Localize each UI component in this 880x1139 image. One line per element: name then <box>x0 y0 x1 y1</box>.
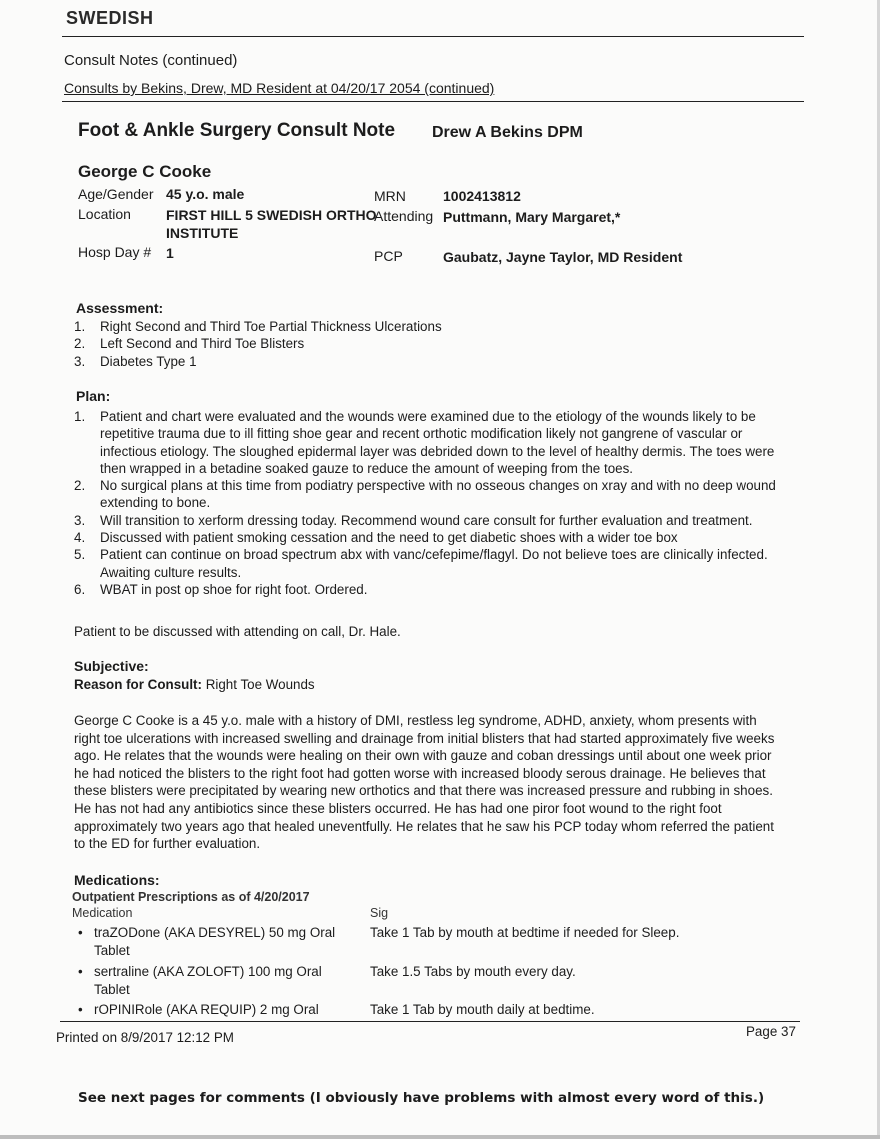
location-label: Location <box>78 206 131 222</box>
medications-subtitle: Outpatient Prescriptions as of 4/20/2017 <box>72 890 310 904</box>
assessment-list <box>74 318 442 370</box>
assessment-heading: Assessment: <box>76 300 164 316</box>
plan-note: Patient to be discussed with attending on call, Dr. Hale. <box>74 624 401 639</box>
location-value-line2: INSTITUTE <box>166 225 239 241</box>
note-title: Foot & Ankle Surgery Consult Note <box>78 120 396 141</box>
section-header: Consult Notes (continued) <box>64 52 238 69</box>
annotation-comment: See next pages for comments (I obviously have problems with almost every word of this.) <box>78 1090 765 1106</box>
consult-line: Consults by Bekins, Drew, MD Resident at 04/20/17 2054 (continued) <box>64 80 495 96</box>
location-value-line1: FIRST HILL 5 SWEDISH ORTHO <box>166 207 377 223</box>
list-item: 3. Diabetes Type 1 <box>74 353 197 369</box>
age-gender-value: 45 y.o. male <box>166 186 245 202</box>
medication-column-header: Medication <box>72 906 133 920</box>
subjective-heading: Subjective: <box>74 658 149 674</box>
hpi-paragraph: George C Cooke is a 45 y.o. male with a history of DMI, restless leg syndrome, ADHD, anxiety, whom presents with right toe ulcerations with increased swelling and drainage from initial blisters that had started approximately five weeks ago. He relates that the wounds were healing on their own with gauze and coban dressings until about one week prior he had noticed the blisters to the right foot had gotten worse with increased bloody serous drainage. He believes that these blisters were precipitated by wearing new orthotics and that there was increased pressure and rubbing in shoes. He has not had any antibiotics since these blisters occurred. He has had one piror foot wound to the right foot approximately two years ago that healed uneventfully. He relates that he saw his PCP today whom referred the patient to the ED for further evaluation. <box>74 713 775 852</box>
sig-column-header: Sig <box>370 906 389 920</box>
mrn-value: 1002413812 <box>443 188 521 204</box>
list-item: 2. No surgical plans at this time from podiatry perspective with no osseous changes on xray and with no deep wound extending to bone. <box>74 478 776 511</box>
hosp-day-value: 1 <box>166 245 174 261</box>
list-item: 1. Patient and chart were evaluated and the wounds were examined due to the etiology of the wounds likely to be repetitive trauma due to ill fitting shoe gear and recent orthotic modification likely not gangrene of vascular or infectious etiology. The sloughed epidermal layer was debrided down to the level of healthy dermis. The toes were then wrapped in a betadine soaked gauze to reduce the amount of weeping from the toes. <box>74 409 775 476</box>
page-number: Page 37 <box>746 1024 796 1039</box>
pcp-value: Gaubatz, Jayne Taylor, MD Resident <box>443 249 683 265</box>
bullet-icon: • <box>78 964 83 979</box>
bottom-border <box>0 1135 880 1139</box>
pcp-label: PCP <box>374 248 403 264</box>
age-gender-label: Age/Gender <box>78 186 154 202</box>
reason-for-consult <box>74 677 315 692</box>
list-item: 1. Right Second and Third Toe Partial Thickness Ulcerations <box>74 319 442 334</box>
note-author: Drew A Bekins DPM <box>432 124 583 141</box>
hospital-name: SWEDISH <box>66 8 154 28</box>
document-page: SWEDISH Consult Notes (continued) Consults by Bekins, Drew, MD Resident at 04/20/17 2054 (continued) Foot & Ankle Surgery Consult Note Drew A Bekins DPM George C Cooke Age/Gender 45 y.o. male MRN 1002413812 Location FIRST HILL 5 SWEDISH ORTHO INSTITUTE Attending Puttmann, Mary Margaret,* Hosp Day # 1 PCP Gaubatz, Jayne Taylor, MD Resident Assessment: 1. Right Second and Third Toe Partial Thickness Ulcerations 2. Left Second and Third Toe Blisters 3. Diabetes Type 1 Plan: 1. Patient and chart were evaluated and the wounds were examined due to the etiology of the wounds likely to be repetitive trauma due to ill fitting shoe gear and recent orthotic modification likely not gangrene of vascular or infectious etiology. The sloughed epidermal layer was debrided down to the level of healthy dermis. The toes were then wrapped in a betadine soaked gauze to reduce the amount of weeping from the toes. 2. No surgical plans at this time from podiatry perspective with no osseous changes on xray and with no deep wound extending to bone. 3. Will transition to xerform dressing today. Recommend wound care consult for further evaluation and treatment. 4. Discussed with patient smoking cessation and the need to get diabetic shoes with a wider toe box 5. Patient can continue on broad spectrum abx with vanc/cefepime/flagyl. Do not believe toes are clinically infected. Awaiting culture results. 6. WBAT in post op shoe for right foot. Ordered. Patient to be discussed with attending on call, Dr. Hale. Subjective: Reason for Consult: Right Toe Wounds George C Cooke is a 45 y.o. male with a history of DMI, restless leg syndrome, ADHD, anxiety, whom presents with right toe ulcerations with increased swelling and drainage from initial blisters that had started approximately five weeks ago. He relates that the wounds were healing on their own with gauze and coban dressings until about one week prior he had noticed the blisters to the right foot had gotten worse with increased bloody serous drainage. He believes that these blisters were precipitated by wearing new orthotics and that there was increased pressure and rubbing in shoes. He has not had any antibiotics since these blisters occurred. He has had one piror foot wound to the right foot approximately two years ago that healed uneventfully. He relates that he saw his PCP today whom referred the patient to the ED for further evaluation. Medications: Outpatient Prescriptions as of 4/20/2017 Medication Sig • traZODone (AKA DESYREL) 50 mg Oral Tablet Take 1 Tab by mouth at bedtime if needed for Sleep. • sertraline (AKA ZOLOFT) 100 mg Oral Tablet Take 1.5 Tabs by mouth every day. • rOPINIRole (AKA REQUIP) 2 mg Oral Take 1 Tab by mouth daily at bedtime. Printed on 8/9/2017 12:12 PM Page 37 See next pages for comments (I obviously have problems with almost every word of this.) <box>0 0 880 1139</box>
attending-value: Puttmann, Mary Margaret,* <box>443 209 621 225</box>
plan-list <box>74 408 804 598</box>
footer-rule <box>60 1021 800 1022</box>
reason-value: Right Toe Wounds <box>205 677 315 692</box>
consult-rule <box>62 101 804 102</box>
mrn-label: MRN <box>374 188 406 204</box>
list-item: 5. Patient can continue on broad spectrum abx with vanc/cefepime/flagyl. Do not believe toes are clinically infected. Awaiting culture results. <box>74 547 768 580</box>
hosp-day-label: Hosp Day # <box>78 244 152 260</box>
bullet-icon: • <box>78 1002 83 1017</box>
list-item: 2. Left Second and Third Toe Blisters <box>74 336 305 352</box>
medications-heading: Medications: <box>74 872 160 888</box>
attending-label: Attending <box>374 208 434 224</box>
printed-timestamp: Printed on 8/9/2017 12:12 PM <box>56 1030 234 1045</box>
header-rule <box>62 36 804 37</box>
list-item: 4. Discussed with patient smoking cessation and the need to get diabetic shoes with a wider toe box <box>74 530 678 546</box>
patient-name: George C Cooke <box>78 162 212 181</box>
reason-label: Reason for Consult: <box>74 677 202 692</box>
list-item: 3. Will transition to xerform dressing today. Recommend wound care consult for further evaluation and treatment. <box>74 512 753 528</box>
bullet-icon: • <box>78 925 83 940</box>
list-item: 6. WBAT in post op shoe for right foot. Ordered. <box>74 581 368 597</box>
plan-heading: Plan: <box>76 388 111 404</box>
